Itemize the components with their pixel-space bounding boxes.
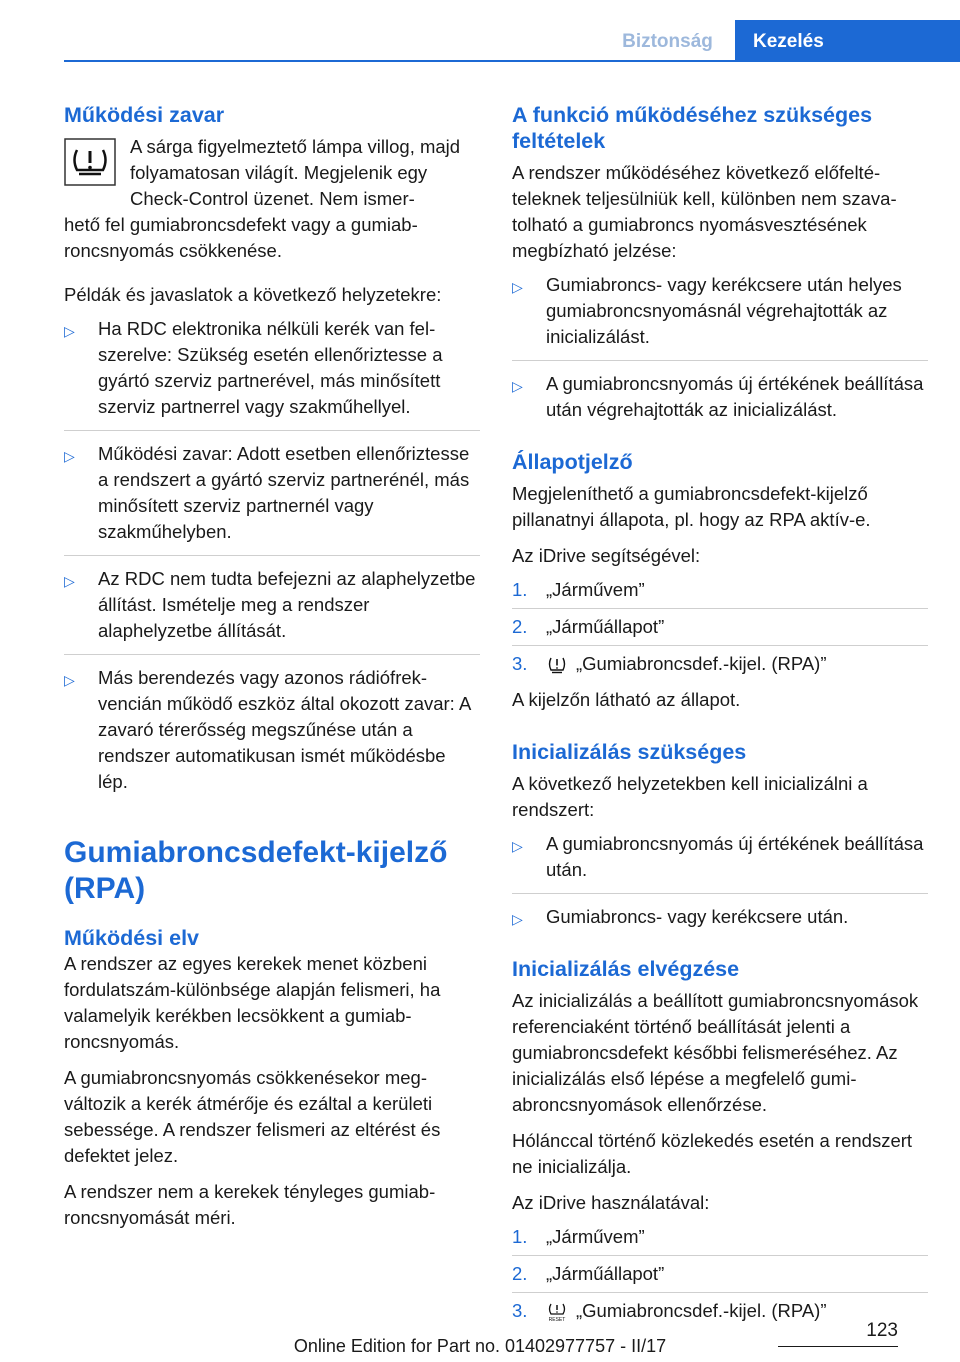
heading-init-do: Inicializálás elvégzése xyxy=(512,957,740,981)
list-item: ▷ Gumiabroncs- vagy kerékcsere után helyes gumiabroncsnyomásnál végrehajtották az inicializálást. xyxy=(512,274,902,347)
list-item: 3. RESET „Gumiabroncsdef.-kijel. (RPA)” xyxy=(512,1292,928,1324)
left-column xyxy=(64,102,480,1231)
tire-warning-icon xyxy=(546,655,568,675)
bullet-triangle-icon: ▷ xyxy=(512,279,523,295)
bullet-triangle-icon: ▷ xyxy=(64,448,75,464)
status-result: A kijelzőn látható az állapot. xyxy=(512,689,741,710)
header-rule xyxy=(64,60,960,62)
list-item: ▷ Ha RDC elektronika nélküli kerék van felszerelve: Szükség esetén ellenőriztesse a gyártó szerviz partnerével, más minősített szerviz partnerrel vagy szakműhellyel. xyxy=(64,318,443,417)
page-header xyxy=(0,0,960,62)
right-column xyxy=(512,102,928,1324)
status-idrive: Az iDrive segítségével: xyxy=(512,545,701,566)
list-item: 1. „Járművem” xyxy=(512,579,645,600)
bullet-triangle-icon: ▷ xyxy=(512,911,523,927)
malfunction-text: A sárga figyelmeztető lámpa villog, majd folyamatosan világít. Megjelenik egy Check-Control üzenet. Nem ismer- xyxy=(130,136,461,209)
heading-principle: Működési elv xyxy=(64,926,200,950)
reset-icon-label: RESET xyxy=(548,1317,566,1323)
list-item: ▷ Más berendezés vagy azonos rádiófrekvencián működő eszköz által okozott zavar: A zavaró térerősség megszűnése után a rendszer automatikusan ismét működésbe lép. xyxy=(64,654,480,795)
bullet-triangle-icon: ▷ xyxy=(512,838,523,854)
principle-p2: A gumiabroncsnyomás csökkenésekor megváltozik a kerék átmérője és ezáltal a kerületi sebessége. A rendszer felismeri az eltérést és defektet jelez. xyxy=(64,1067,441,1166)
heading-rpa: Gumiabroncsdefekt-kijelző (RPA) xyxy=(64,836,448,905)
tire-pressure-warning-icon xyxy=(64,138,116,186)
list-item: 1. „Járművem” xyxy=(512,1226,645,1247)
status-steps xyxy=(512,577,928,677)
principle-p3: A rendszer nem a kerekek tényleges gumiabroncsnyomását méri. xyxy=(64,1181,436,1228)
heading-init-needed: Inicializálás szükséges xyxy=(512,740,747,764)
init-steps xyxy=(512,1224,928,1324)
conditions-text: A rendszer működéséhez következő előfeltételeknek teljesülniük kell, különben nem szavatolható a gumiabroncs nyomásvesztésének megbízható jelzése: xyxy=(512,162,897,261)
edition-text: Online Edition for Part no. 01402977757 - II/17 xyxy=(293,1336,667,1356)
init-do-p1: Az inicializálás a beállított gumiabroncsnyomások referenciaként történő beállítását jelenti a gumiabroncsdefekt későbbi felismeréséhez. Az inicializálás első lépése a megfelelő gumiabroncsnyomások ellenőrzése. xyxy=(512,990,919,1115)
init-needed-list xyxy=(512,831,928,930)
bullet-triangle-icon: ▷ xyxy=(64,672,75,688)
tab-biztonsag[interactable]: Biztonság xyxy=(622,31,713,52)
tab-kezeles[interactable]: Kezelés xyxy=(735,20,960,62)
examples-list xyxy=(64,316,480,795)
bullet-triangle-icon: ▷ xyxy=(64,323,75,339)
principle-p1: A rendszer az egyes kerekek menet közbeni fordulatszám-különbsége alapján felismeri, ha valamelyik kerékben lecsökkent a gumiabroncsnyomás. xyxy=(64,953,441,1052)
bullet-triangle-icon: ▷ xyxy=(512,378,523,394)
init-do-idrive: Az iDrive használatával: xyxy=(512,1192,710,1213)
malfunction-block xyxy=(64,134,480,212)
malfunction-text-cont: hető fel gumiabroncsdefekt vagy a gumiabroncsnyomás csökkenése. xyxy=(64,214,418,261)
init-needed-text: A következő helyzetekben kell inicializálni a rendszert: xyxy=(512,773,868,820)
list-item: 2. „Járműállapot” xyxy=(512,608,928,640)
list-item: ▷ Gumiabroncs- vagy kerékcsere után. xyxy=(512,893,928,930)
status-text: Megjeleníthető a gumiabroncsdefekt-kijelző pillanatnyi állapota, pl. hogy az RPA aktív-e. xyxy=(512,483,871,530)
heading-status: Állapotjelző xyxy=(512,450,633,474)
bullet-triangle-icon: ▷ xyxy=(64,573,75,589)
list-item: ▷ A gumiabroncsnyomás új értékének beállítása után. xyxy=(512,833,924,880)
heading-conditions: A funkció működéséhez szükséges feltételek xyxy=(512,103,873,153)
list-item: ▷ A gumiabroncsnyomás új értékének beállítása után végrehajtották az inicializálást. xyxy=(512,360,928,423)
conditions-list xyxy=(512,272,928,423)
heading-malfunction: Működési zavar xyxy=(64,103,225,127)
list-item: 3. „Gumiabroncsdef.-kijel. (RPA)” xyxy=(512,645,928,677)
init-do-p2: Hólánccal történő közlekedés esetén a rendszert ne inicializálja. xyxy=(512,1130,913,1177)
page-number: 123 xyxy=(866,1320,898,1341)
list-item: ▷ Az RDC nem tudta befejezni az alaphelyzetbe állítást. Ismételje meg a rendszer alaphelyzetbe állítását. xyxy=(64,555,480,644)
examples-intro: Példák és javaslatok a következő helyzetekre: xyxy=(64,284,442,305)
list-item: ▷ Működési zavar: Adott esetben ellenőriztesse a rendszert a gyártó szerviz partnerénél, más minősített szerviz partnernél vagy szakműhelyben. xyxy=(64,430,480,545)
page-footer xyxy=(0,1318,960,1362)
list-item: 2. „Járműállapot” xyxy=(512,1255,928,1287)
